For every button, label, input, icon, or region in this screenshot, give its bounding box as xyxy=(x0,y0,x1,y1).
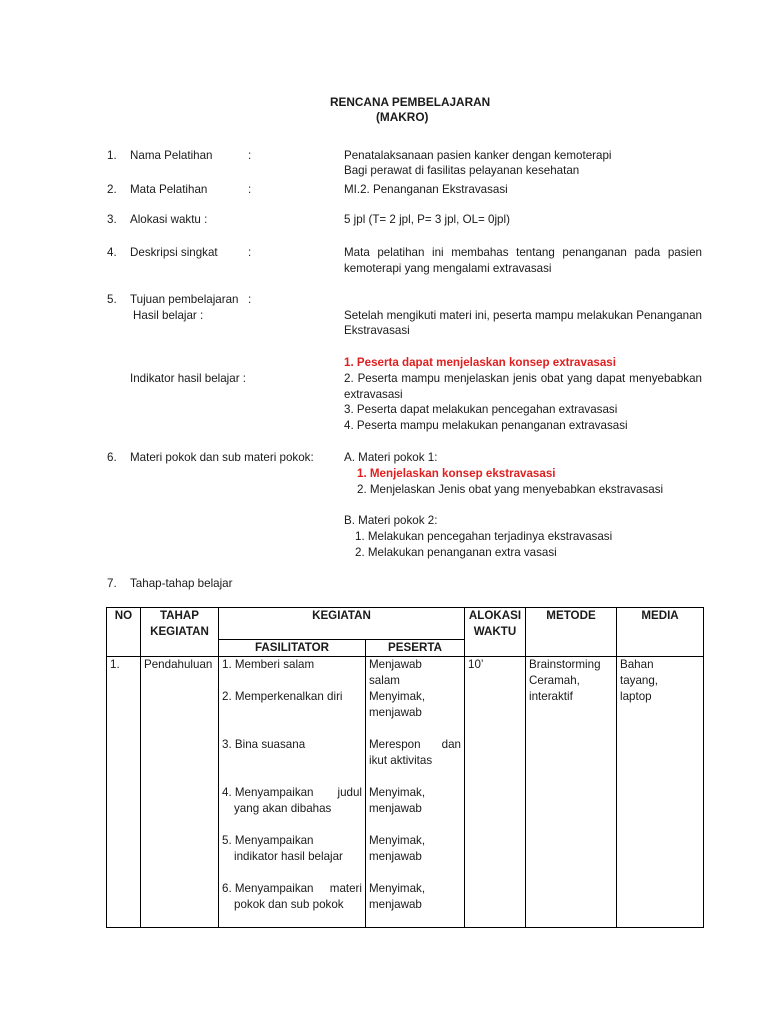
tahap-label: Tahap-tahap belajar xyxy=(130,577,233,590)
learning-stages-table xyxy=(106,607,704,928)
tujuan-label: Tujuan pembelajaran xyxy=(130,293,239,306)
fasilitator-step: 3. Bina suasana xyxy=(222,738,306,751)
peserta-response: Menyimak, xyxy=(369,786,426,799)
fasilitator-step: 4. Menyampaikan judul xyxy=(222,786,362,799)
header-alokasi: ALOKASI WAKTU xyxy=(465,608,526,657)
metode-cell: Brainstorming Ceramah, interaktif xyxy=(526,657,617,928)
item-number: 3. xyxy=(107,213,117,226)
fasilitator-step-cont: indikator hasil belajar xyxy=(234,850,343,863)
header-metode: METODE xyxy=(526,608,617,657)
fasilitator-step-cont: yang akan dibahas xyxy=(234,802,332,815)
document-subtitle: (MAKRO) xyxy=(376,110,429,124)
peserta-response: ikut aktivitas xyxy=(369,754,433,767)
indikator-label: Indikator hasil belajar : xyxy=(130,372,246,385)
indikator-4: 4. Peserta mampu melakukan penanganan extravasasi xyxy=(344,419,628,432)
materi-a-2: 2. Menjelaskan Jenis obat yang menyebabkan ekstravasasi xyxy=(357,483,664,496)
deskripsi-value: Mata pelatihan ini membahas tentang penanganan pada pasien xyxy=(344,246,702,259)
colon: : xyxy=(248,246,252,259)
peserta-response: menjawab xyxy=(369,706,422,719)
materi-a-1: 1. Menjelaskan konsep ekstravasasi xyxy=(357,467,556,480)
materi-b-2: 2. Melakukan penanganan extra vasasi xyxy=(355,546,557,559)
peserta-response: menjawab xyxy=(369,802,422,815)
peserta-response: menjawab xyxy=(369,850,422,863)
hasil-belajar-label: Hasil belajar : xyxy=(133,309,204,322)
fasilitator-step-cont: pokok dan sub pokok xyxy=(234,898,344,911)
fasilitator-cell xyxy=(219,657,366,928)
indikator-3: 3. Peserta dapat melakukan pencegahan extravasasi xyxy=(344,403,618,416)
alokasi-cell: 10’ xyxy=(465,657,526,928)
header-kegiatan: KEGIATAN xyxy=(219,608,465,640)
fasilitator-step: 1. Memberi salam xyxy=(222,658,315,671)
mata-pelatihan-label: Mata Pelatihan xyxy=(130,183,208,196)
row-no: 1. xyxy=(107,657,141,928)
deskripsi-label: Deskripsi singkat xyxy=(130,246,218,259)
materi-pokok-a: A. Materi pokok 1: xyxy=(344,451,438,464)
nama-pelatihan-value: Penatalaksanaan pasien kanker dengan kemoterapi xyxy=(344,149,612,162)
colon: : xyxy=(248,149,252,162)
header-peserta: PESERTA xyxy=(366,640,465,657)
header-no: NO xyxy=(107,608,141,657)
nama-pelatihan-value: Bagi perawat di fasilitas pelayanan kesehatan xyxy=(344,164,580,177)
peserta-response: salam xyxy=(369,674,400,687)
deskripsi-value: kemoterapi yang mengalami extravasasi xyxy=(344,262,552,275)
indikator-1: 1. Peserta dapat menjelaskan konsep extravasasi xyxy=(344,356,616,369)
peserta-response: menjawab xyxy=(369,898,422,911)
item-number: 4. xyxy=(107,246,117,259)
item-number: 5. xyxy=(107,293,117,306)
fasilitator-step: 6. Menyampaikan materi xyxy=(222,882,362,895)
item-number: 1. xyxy=(107,149,117,162)
colon: : xyxy=(248,293,252,306)
materi-label: Materi pokok dan sub materi pokok: xyxy=(130,451,314,464)
item-number: 2. xyxy=(107,183,117,196)
fasilitator-step: 5. Menyampaikan xyxy=(222,834,314,847)
hasil-belajar-value: Ekstravasasi xyxy=(344,324,410,337)
materi-b-1: 1. Melakukan pencegahan terjadinya ekstravasasi xyxy=(355,530,613,543)
materi-pokok-b: B. Materi pokok 2: xyxy=(344,514,438,527)
peserta-cell xyxy=(366,657,465,928)
indikator-2: 2. Peserta mampu menjelaskan jenis obat yang dapat menyebabkan xyxy=(344,372,702,385)
alokasi-waktu-value: 5 jpl (T= 2 jpl, P= 3 jpl, OL= 0jpl) xyxy=(344,213,510,226)
header-media: MEDIA xyxy=(617,608,704,657)
mata-pelatihan-value: MI.2. Penanganan Ekstravasasi xyxy=(344,183,508,196)
row-tahap: Pendahuluan xyxy=(141,657,219,928)
peserta-response: Menjawab xyxy=(369,658,422,671)
peserta-response: Menyimak, xyxy=(369,834,426,847)
peserta-response: Merespon dan xyxy=(369,738,461,751)
fasilitator-step: 2. Memperkenalkan diri xyxy=(222,690,343,703)
hasil-belajar-value: Setelah mengikuti materi ini, peserta mampu melakukan Penanganan xyxy=(344,309,702,322)
header-fasilitator: FASILITATOR xyxy=(219,640,366,657)
item-number: 6. xyxy=(107,451,117,464)
alokasi-waktu-label: Alokasi waktu : xyxy=(130,213,208,226)
nama-pelatihan-label: Nama Pelatihan xyxy=(130,149,213,162)
indikator-2-cont: extravasasi xyxy=(344,388,403,401)
peserta-response: Menyimak, xyxy=(369,882,426,895)
item-number: 7. xyxy=(107,577,117,590)
peserta-response: Menyimak, xyxy=(369,690,426,703)
document-title: RENCANA PEMBELAJARAN xyxy=(330,95,491,109)
colon: : xyxy=(248,183,252,196)
header-tahap: TAHAP KEGIATAN xyxy=(141,608,219,657)
media-cell: Bahan tayang, laptop xyxy=(617,657,704,928)
